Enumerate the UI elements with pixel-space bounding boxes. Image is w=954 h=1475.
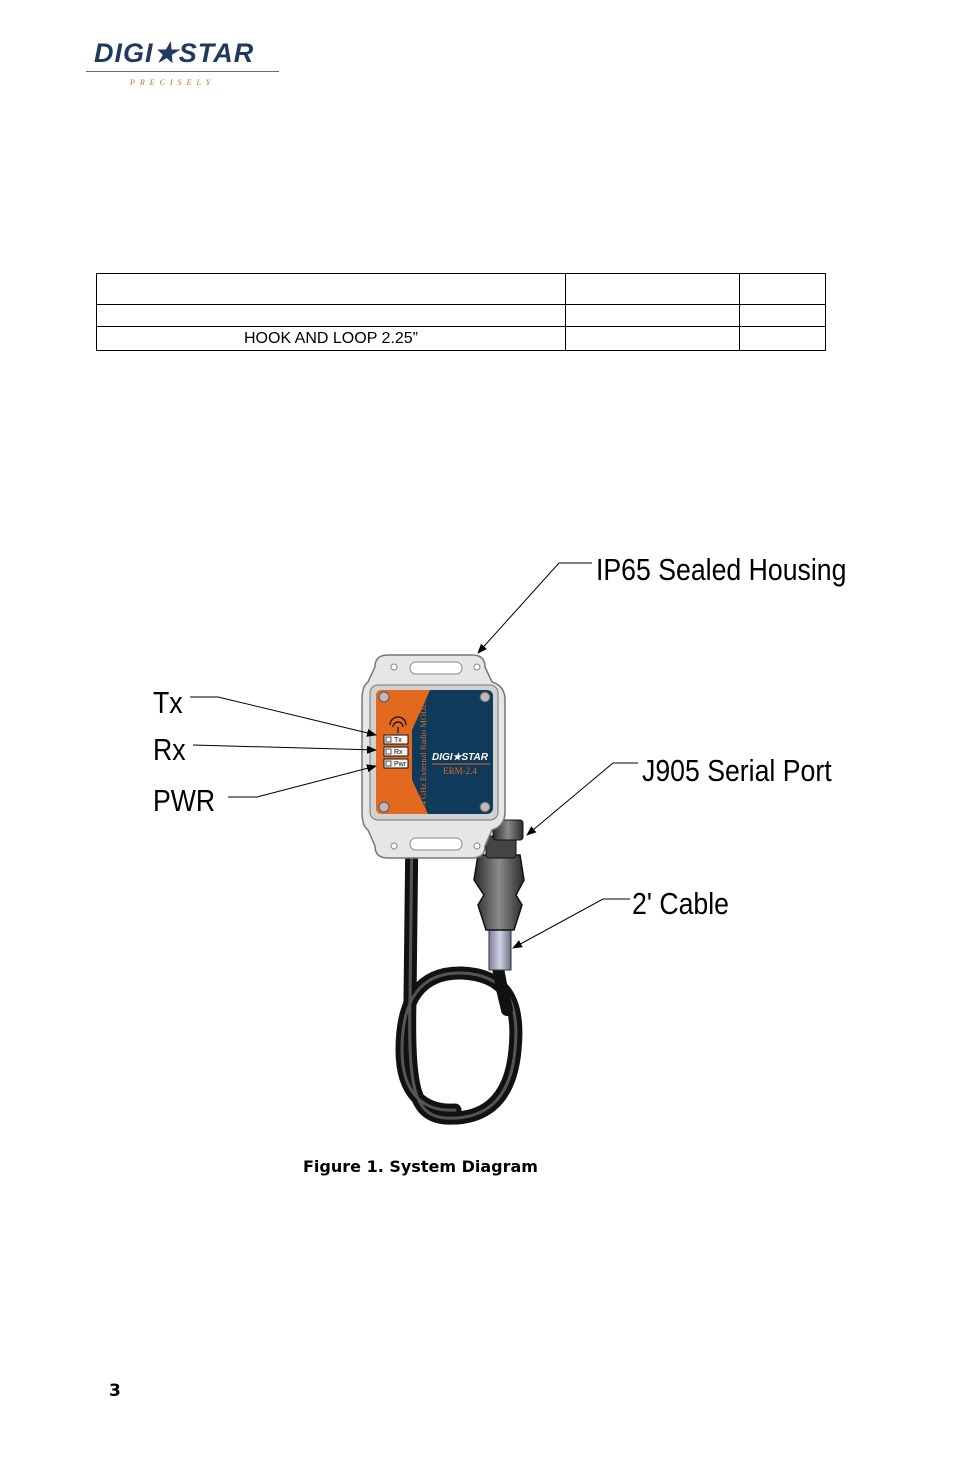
table-row <box>97 274 826 305</box>
table-cell <box>97 274 566 305</box>
led-label-tx: Tx <box>394 737 402 744</box>
logo-tagline: PRECISELY <box>130 78 216 87</box>
table-cell <box>740 327 826 351</box>
modem-housing <box>362 655 505 858</box>
device-brand: DIGI★STAR <box>431 752 489 763</box>
table-cell <box>566 274 740 305</box>
label-housing: IP65 Sealed Housing <box>595 553 847 588</box>
table-cell <box>740 274 826 305</box>
page-number: 3 <box>109 1381 121 1401</box>
device-model: ERM-2.4 <box>443 766 477 776</box>
digistar-logo <box>86 38 286 90</box>
part-description: HOOK AND LOOP 2.25” <box>97 327 566 351</box>
label-pwr: PWR <box>153 784 216 819</box>
system-diagram <box>140 540 900 1130</box>
table-cell <box>566 327 740 351</box>
device-side-text: 2.4 GHz External Radio MODEM <box>418 695 428 812</box>
figure-caption: Figure 1. System Diagram <box>303 1157 538 1176</box>
table-row <box>97 305 826 327</box>
table-cell <box>740 305 826 327</box>
label-serial-port: J905 Serial Port <box>641 754 832 789</box>
label-tx: Tx <box>153 686 183 721</box>
led-panel <box>384 735 408 768</box>
label-rx: Rx <box>153 733 186 768</box>
table-row <box>97 327 826 351</box>
logo-wordmark: DIGI★STAR <box>94 38 255 68</box>
label-cable: 2' Cable <box>631 887 729 922</box>
logo-divider <box>86 71 279 72</box>
parts-table <box>96 273 826 351</box>
table-cell <box>566 305 740 327</box>
led-label-rx: Rx <box>394 749 403 756</box>
table-cell <box>97 305 566 327</box>
led-label-pwr: Pwr <box>394 761 407 768</box>
